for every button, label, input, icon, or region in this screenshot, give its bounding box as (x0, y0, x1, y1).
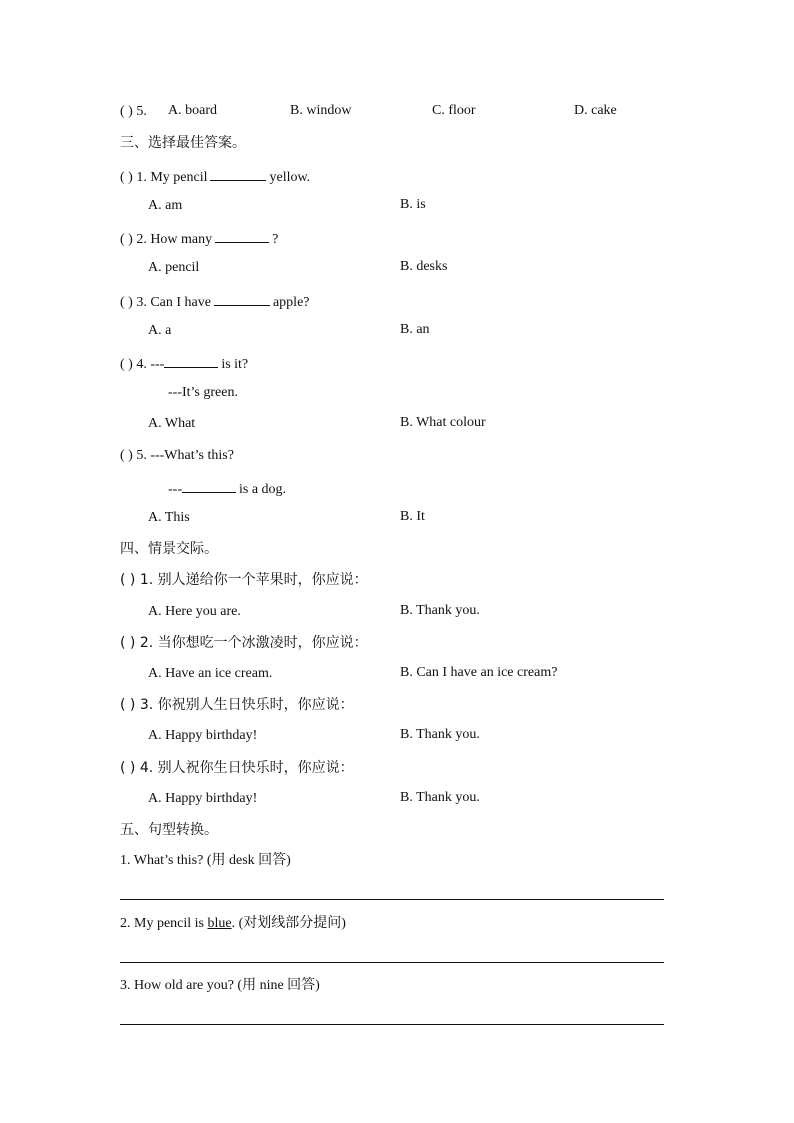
sec3-q5-option-a: A. This (148, 510, 190, 525)
answer-blank[interactable] (164, 353, 218, 368)
sec3-q4-option-a: A. What (148, 416, 196, 431)
sec3-q1-tail: yellow. (269, 170, 311, 185)
sec5-q3: 3. How old are you? (用 nine 回答) (120, 978, 320, 993)
question-5-top (120, 103, 147, 121)
sec4-q4: ( ) 4. 别人祝你生日快乐时，你应说： (120, 760, 354, 776)
answer-paren: ( ) (120, 104, 133, 119)
sec3-q2-option-b: B. desks (400, 259, 448, 274)
answer-blank[interactable] (210, 166, 266, 181)
sec3-q1-stem: ( ) 1. My pencil (120, 170, 208, 185)
sec5-q1: 1. What’s this? (用 desk 回答) (120, 853, 291, 868)
section-4-title: 四、情景交际。 (120, 541, 218, 557)
answer-blank[interactable] (214, 291, 270, 306)
sec3-q5: ( ) 5. ---What’s this? (120, 448, 234, 463)
sec3-q5-reply-tail: is a dog. (239, 482, 287, 497)
sec3-q4-tail: is it? (221, 357, 249, 372)
sec3-q5-reply-dash: --- (168, 482, 182, 497)
sec4-q2-option-b: B. Can I have an ice cream? (400, 665, 558, 680)
sec4-q1-option-a: A. Here you are. (148, 604, 241, 619)
option-d: D. cake (574, 103, 617, 118)
answer-line[interactable] (120, 899, 664, 900)
option-b: B. window (290, 103, 352, 118)
sec3-q4-stem: ( ) 4. --- (120, 357, 165, 372)
sec5-q2-stem: 2. My pencil is (120, 916, 204, 931)
sec5-q2-note: . (对划线部分提问) (231, 916, 346, 931)
section-3-title: 三、选择最佳答案。 (120, 135, 246, 151)
sec3-q5-reply (168, 478, 286, 499)
sec3-q3-stem: ( ) 3. Can I have (120, 295, 211, 310)
sec4-q2: ( ) 2. 当你想吃一个冰激凌时，你应说： (120, 635, 368, 651)
answer-line[interactable] (120, 962, 664, 963)
sec3-q3 (120, 291, 310, 312)
sec4-q1: ( ) 1. 别人递给你一个苹果时，你应说： (120, 572, 368, 588)
sec3-q1-option-a: A. am (148, 198, 183, 213)
sec3-q4-option-b: B. What colour (400, 415, 486, 430)
sec3-q5-option-b: B. It (400, 509, 425, 524)
sec3-q2-tail: ? (272, 232, 279, 247)
sec4-q3: ( ) 3. 你祝别人生日快乐时，你应说： (120, 697, 354, 713)
sec3-q3-option-b: B. an (400, 322, 430, 337)
answer-blank[interactable] (182, 478, 236, 493)
answer-blank[interactable] (215, 228, 269, 243)
sec3-q1 (120, 166, 310, 187)
sec4-q3-option-b: B. Thank you. (400, 727, 480, 742)
sec3-q2 (120, 228, 278, 249)
question-number: 5. (136, 104, 147, 119)
sec3-q3-option-a: A. a (148, 323, 172, 338)
sec4-q4-option-a: A. Happy birthday! (148, 791, 258, 806)
answer-line[interactable] (120, 1024, 664, 1025)
option-a: A. board (168, 103, 217, 118)
sec5-q2 (120, 915, 346, 933)
sec4-q3-option-a: A. Happy birthday! (148, 728, 258, 743)
underlined-word: blue (207, 916, 232, 931)
sec3-q1-option-b: B. is (400, 197, 426, 212)
sec3-q4-reply: ---It’s green. (168, 385, 238, 400)
sec4-q4-option-b: B. Thank you. (400, 790, 480, 805)
sec3-q4 (120, 353, 248, 374)
sec3-q3-tail: apple? (272, 295, 310, 310)
sec3-q2-option-a: A. pencil (148, 260, 200, 275)
sec3-q2-stem: ( ) 2. How many (120, 232, 213, 247)
section-5-title: 五、句型转换。 (120, 822, 218, 838)
sec4-q2-option-a: A. Have an ice cream. (148, 666, 273, 681)
option-c: C. floor (432, 103, 476, 118)
sec4-q1-option-b: B. Thank you. (400, 603, 480, 618)
